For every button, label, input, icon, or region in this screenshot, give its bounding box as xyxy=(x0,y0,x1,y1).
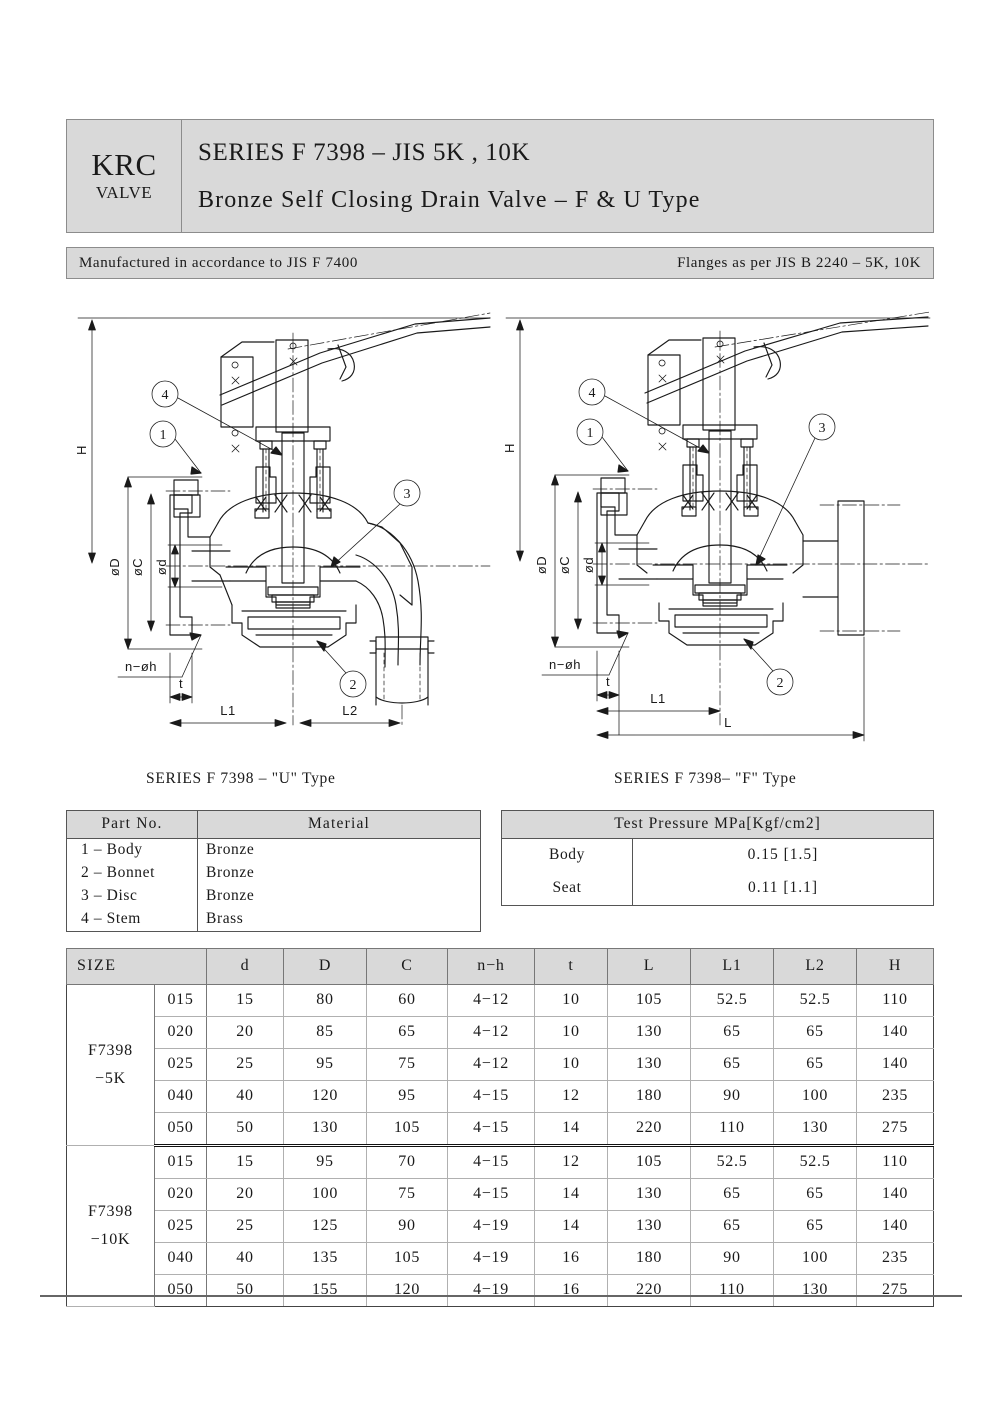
cell-L2: 130 xyxy=(774,1275,857,1307)
part-name: 2 – Bonnet xyxy=(67,862,198,885)
dim-header-size: SIZE xyxy=(67,949,207,985)
pressure-header-row xyxy=(502,811,933,839)
brand-subtitle: VALVE xyxy=(95,183,153,203)
dim-label-c: øC xyxy=(557,555,572,575)
cell-H: 235 xyxy=(857,1243,934,1275)
cell-L2: 52.5 xyxy=(774,1146,857,1179)
dim-label-h: H xyxy=(502,443,517,453)
dim-header-L2: L2 xyxy=(774,949,857,985)
cell-C: 95 xyxy=(367,1081,448,1113)
part-material: Bronze xyxy=(206,887,255,904)
cell-d: 40 xyxy=(207,1081,284,1113)
group-label-line1: F7398 xyxy=(88,1041,133,1059)
cell-D: 80 xyxy=(284,985,367,1017)
table-row xyxy=(67,839,480,863)
cell-nh: 4−15 xyxy=(448,1081,535,1113)
figure-caption-f-type: SERIES F 7398– "F" Type xyxy=(614,770,797,787)
cell-H: 140 xyxy=(857,1211,934,1243)
table-row xyxy=(67,1081,934,1113)
group-label-line1: F7398 xyxy=(88,1202,133,1220)
balloon-3-label: 3 xyxy=(818,421,826,436)
dimension-header-row xyxy=(67,949,934,985)
cell-t: 16 xyxy=(535,1243,608,1275)
cell-d: 15 xyxy=(207,985,284,1017)
cell-t: 14 xyxy=(535,1179,608,1211)
cell-d: 15 xyxy=(207,1146,284,1179)
cell-D: 125 xyxy=(284,1211,367,1243)
size-value: 015 xyxy=(155,1146,207,1179)
dim-label-l2: L2 xyxy=(342,703,358,718)
pressure-label: Seat xyxy=(502,872,633,905)
balloon-4-label: 4 xyxy=(588,386,596,401)
cell-L: 180 xyxy=(608,1081,691,1113)
cell-H: 140 xyxy=(857,1049,934,1081)
footer-divider xyxy=(40,1295,962,1297)
balloon-1-label: 1 xyxy=(586,426,594,441)
cell-d: 40 xyxy=(207,1243,284,1275)
cell-nh: 4−15 xyxy=(448,1146,535,1179)
cell-t: 12 xyxy=(535,1146,608,1179)
balloon-3-label: 3 xyxy=(403,487,411,502)
table-row xyxy=(67,1113,934,1146)
cell-t: 12 xyxy=(535,1081,608,1113)
cell-d: 20 xyxy=(207,1017,284,1049)
cell-D: 95 xyxy=(284,1146,367,1179)
cell-L1: 65 xyxy=(691,1017,774,1049)
group-label-line2: −10K xyxy=(90,1230,131,1248)
dim-header-H: H xyxy=(857,949,934,985)
part-material: Brass xyxy=(206,910,244,927)
table-row xyxy=(67,908,480,931)
cell-L: 130 xyxy=(608,1049,691,1081)
cell-L2: 65 xyxy=(774,1049,857,1081)
title-text-cell xyxy=(182,120,933,232)
table-row xyxy=(67,1211,934,1243)
cell-L: 220 xyxy=(608,1113,691,1146)
size-value: 040 xyxy=(155,1081,207,1113)
cell-d: 50 xyxy=(207,1275,284,1307)
cell-L: 180 xyxy=(608,1243,691,1275)
size-group-label-10k xyxy=(67,1146,155,1307)
cell-L1: 65 xyxy=(691,1211,774,1243)
dim-label-l1: L1 xyxy=(650,691,666,706)
table-row xyxy=(67,1179,934,1211)
table-row xyxy=(67,862,480,885)
dim-header-nh: n−h xyxy=(448,949,535,985)
cell-nh: 4−12 xyxy=(448,985,535,1017)
cell-C: 75 xyxy=(367,1179,448,1211)
cell-t: 14 xyxy=(535,1113,608,1146)
cell-t: 10 xyxy=(535,985,608,1017)
pressure-header-title: Test Pressure MPa[Kgf/cm2] xyxy=(502,811,933,839)
size-group-label-5k xyxy=(67,985,155,1146)
cell-C: 60 xyxy=(367,985,448,1017)
table-row xyxy=(67,1243,934,1275)
cell-C: 90 xyxy=(367,1211,448,1243)
dim-label-bore: ød xyxy=(154,558,169,576)
dim-header-D: D xyxy=(284,949,367,985)
cell-H: 140 xyxy=(857,1179,934,1211)
cell-L: 130 xyxy=(608,1179,691,1211)
cell-L: 130 xyxy=(608,1017,691,1049)
cell-L2: 65 xyxy=(774,1017,857,1049)
cell-C: 75 xyxy=(367,1049,448,1081)
cell-C: 120 xyxy=(367,1275,448,1307)
dim-label-c: øC xyxy=(130,557,145,577)
cell-nh: 4−12 xyxy=(448,1017,535,1049)
part-name: 3 – Disc xyxy=(67,885,198,908)
cell-H: 140 xyxy=(857,1017,934,1049)
cell-L: 105 xyxy=(608,1146,691,1179)
cell-L2: 100 xyxy=(774,1243,857,1275)
pressure-label: Body xyxy=(502,839,633,873)
dim-label-od: øD xyxy=(107,557,122,577)
title-block xyxy=(66,119,934,233)
cell-D: 155 xyxy=(284,1275,367,1307)
cell-nh: 4−19 xyxy=(448,1211,535,1243)
cell-L2: 130 xyxy=(774,1113,857,1146)
cell-L2: 52.5 xyxy=(774,985,857,1017)
parts-header-partno: Part No. xyxy=(67,811,198,839)
part-material: Bronze xyxy=(206,864,255,881)
part-name: 1 – Body xyxy=(67,839,198,863)
cell-C: 70 xyxy=(367,1146,448,1179)
size-value: 020 xyxy=(155,1179,207,1211)
dim-label-bolt-holes: n−øh xyxy=(125,659,157,674)
dim-header-t: t xyxy=(535,949,608,985)
part-name: 4 – Stem xyxy=(67,908,198,931)
cell-D: 120 xyxy=(284,1081,367,1113)
cell-L1: 52.5 xyxy=(691,1146,774,1179)
table-row xyxy=(67,1275,934,1307)
table-row xyxy=(67,1049,934,1081)
dim-label-t: t xyxy=(605,674,611,689)
cell-C: 105 xyxy=(367,1113,448,1146)
cell-L2: 65 xyxy=(774,1179,857,1211)
dim-label-bolt-holes: n−øh xyxy=(549,657,581,672)
cell-L1: 65 xyxy=(691,1049,774,1081)
cell-nh: 4−15 xyxy=(448,1113,535,1146)
series-title: SERIES F 7398 – JIS 5K , 10K xyxy=(198,138,531,166)
table-row xyxy=(502,872,933,905)
cell-nh: 4−19 xyxy=(448,1275,535,1307)
table-row xyxy=(502,839,933,873)
group-label-line2: −5K xyxy=(95,1069,126,1087)
parts-material-table xyxy=(66,810,481,932)
cell-D: 130 xyxy=(284,1113,367,1146)
cell-L1: 90 xyxy=(691,1243,774,1275)
cell-d: 20 xyxy=(207,1179,284,1211)
cell-nh: 4−19 xyxy=(448,1243,535,1275)
standard-flanges: Flanges as per JIS B 2240 – 5K, 10K xyxy=(677,254,921,271)
cell-t: 14 xyxy=(535,1211,608,1243)
parts-header-row xyxy=(67,811,480,839)
drawing-u-type xyxy=(70,305,500,755)
cell-L: 105 xyxy=(608,985,691,1017)
size-value: 050 xyxy=(155,1275,207,1307)
dim-label-l: L xyxy=(724,715,732,730)
dim-header-L: L xyxy=(608,949,691,985)
dim-label-h: H xyxy=(74,445,89,455)
cell-d: 25 xyxy=(207,1211,284,1243)
cell-C: 105 xyxy=(367,1243,448,1275)
balloon-1-label: 1 xyxy=(159,428,167,443)
cell-L1: 110 xyxy=(691,1113,774,1146)
balloon-4-label: 4 xyxy=(161,388,169,403)
size-value: 050 xyxy=(155,1113,207,1146)
brand-cell xyxy=(67,120,182,232)
balloon-2-label: 2 xyxy=(349,678,357,693)
drawing-f-type xyxy=(500,305,940,755)
table-row xyxy=(67,885,480,908)
dimension-table xyxy=(66,948,934,1307)
size-value: 025 xyxy=(155,1211,207,1243)
cell-D: 85 xyxy=(284,1017,367,1049)
cell-nh: 4−12 xyxy=(448,1049,535,1081)
test-pressure-table xyxy=(501,810,934,906)
pressure-value: 0.11 [1.1] xyxy=(747,879,819,896)
cell-L1: 65 xyxy=(691,1179,774,1211)
cell-d: 50 xyxy=(207,1113,284,1146)
cell-L1: 52.5 xyxy=(691,985,774,1017)
cell-d: 25 xyxy=(207,1049,284,1081)
part-material: Bronze xyxy=(206,841,255,858)
cell-L1: 90 xyxy=(691,1081,774,1113)
size-value: 025 xyxy=(155,1049,207,1081)
cell-L1: 110 xyxy=(691,1275,774,1307)
dim-header-L1: L1 xyxy=(691,949,774,985)
table-row xyxy=(67,1146,934,1179)
cell-H: 110 xyxy=(857,985,934,1017)
cell-H: 110 xyxy=(857,1146,934,1179)
dim-header-d: d xyxy=(207,949,284,985)
table-row xyxy=(67,985,934,1017)
cell-C: 65 xyxy=(367,1017,448,1049)
size-value: 040 xyxy=(155,1243,207,1275)
size-value: 015 xyxy=(155,985,207,1017)
standard-manufactured: Manufactured in accordance to JIS F 7400 xyxy=(79,254,358,271)
cell-t: 10 xyxy=(535,1049,608,1081)
cell-D: 135 xyxy=(284,1243,367,1275)
cell-nh: 4−15 xyxy=(448,1179,535,1211)
size-value: 020 xyxy=(155,1017,207,1049)
cell-H: 235 xyxy=(857,1081,934,1113)
table-row xyxy=(67,1017,934,1049)
dim-label-bore: ød xyxy=(581,556,596,574)
standards-band xyxy=(66,247,934,279)
dim-label-t: t xyxy=(178,676,184,691)
cell-L2: 65 xyxy=(774,1211,857,1243)
parts-header-material: Material xyxy=(198,811,481,839)
cell-t: 16 xyxy=(535,1275,608,1307)
balloon-2-label: 2 xyxy=(776,676,784,691)
dim-label-l1: L1 xyxy=(220,703,236,718)
cell-t: 10 xyxy=(535,1017,608,1049)
dim-header-C: C xyxy=(367,949,448,985)
brand-name: KRC xyxy=(91,146,157,182)
cell-H: 275 xyxy=(857,1275,934,1307)
product-title: Bronze Self Closing Drain Valve – F & U Type xyxy=(198,186,701,213)
cell-L: 220 xyxy=(608,1275,691,1307)
cell-H: 275 xyxy=(857,1113,934,1146)
pressure-value: 0.15 [1.5] xyxy=(747,846,819,863)
cell-L2: 100 xyxy=(774,1081,857,1113)
cell-D: 100 xyxy=(284,1179,367,1211)
dim-label-od: øD xyxy=(534,555,549,575)
cell-D: 95 xyxy=(284,1049,367,1081)
cell-L: 130 xyxy=(608,1211,691,1243)
figure-caption-u-type: SERIES F 7398 – "U" Type xyxy=(146,770,336,787)
